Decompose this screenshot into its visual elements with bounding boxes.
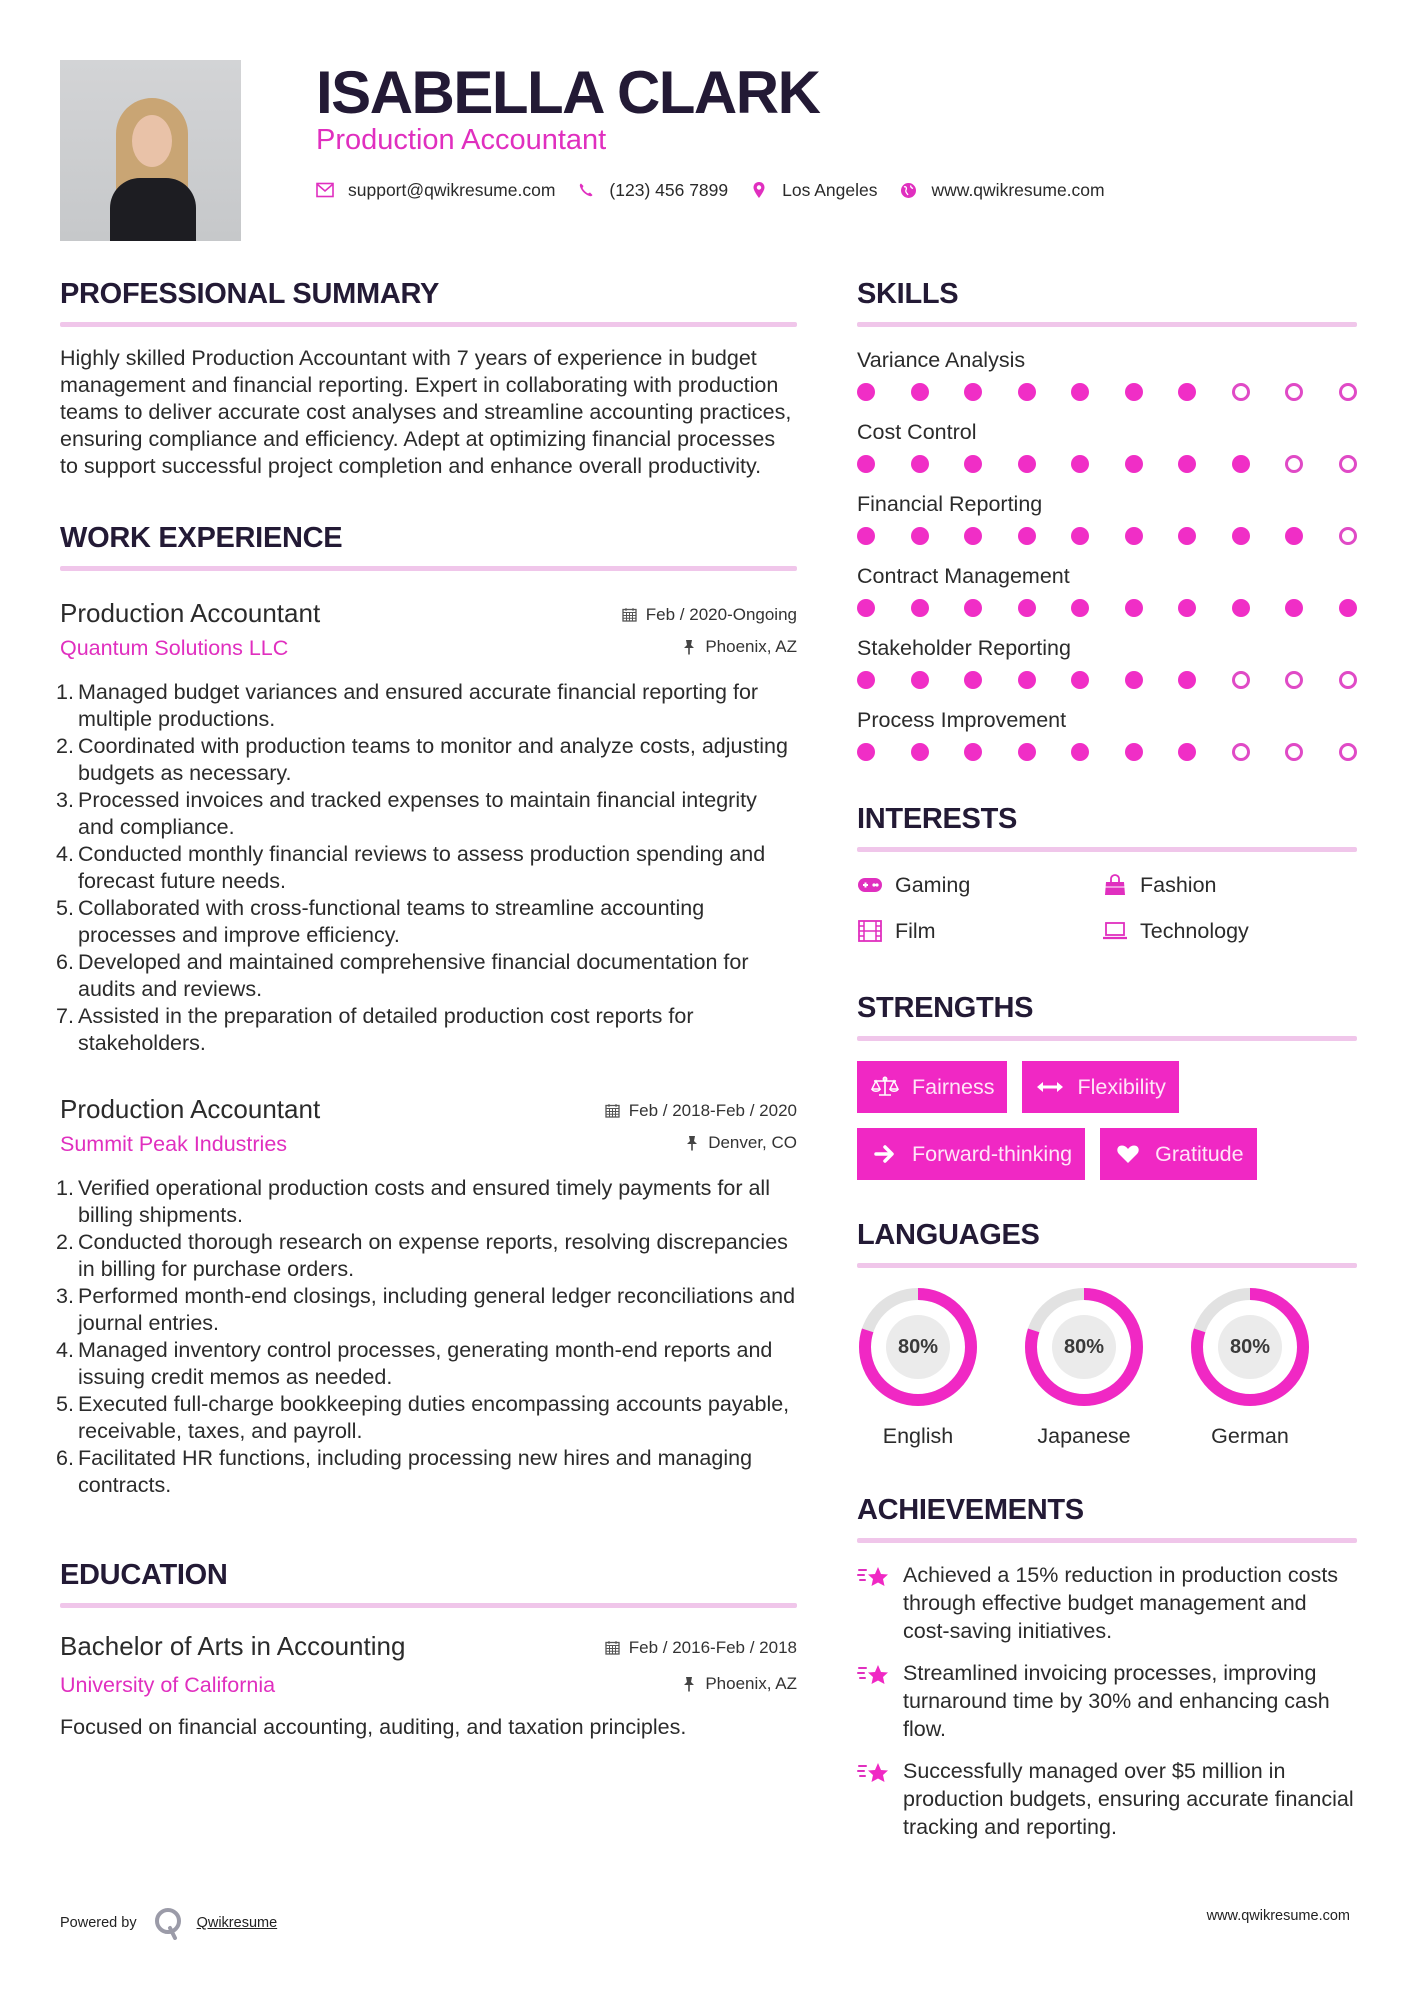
powered-by-text: Powered by xyxy=(60,1915,137,1931)
rating-dot-empty-icon xyxy=(1339,383,1357,401)
job-dates xyxy=(622,605,797,625)
list-item: 4. Managed inventory control processes, generating month-end reports and issuing credit memos as needed. xyxy=(56,1338,773,1389)
rating-dot-filled-icon xyxy=(1232,527,1250,545)
education-dates xyxy=(605,1638,797,1658)
skill-name: Stakeholder Reporting xyxy=(857,636,1071,660)
job-responsibilities xyxy=(56,679,797,1057)
languages-section xyxy=(857,1217,1357,1450)
language-progress-ring xyxy=(857,1286,979,1408)
skill-item xyxy=(857,635,1357,689)
rating-dot-empty-icon xyxy=(1285,743,1303,761)
rating-dot-empty-icon xyxy=(1339,671,1357,689)
language-percent: 80% xyxy=(886,1315,950,1379)
summary-text: Highly skilled Production Accountant with 7 years of experience in budget management and financial reporting. Expert in collaborating with production teams to deliver accurate cost analyses and streamline accounting practices, ensuring compliance and efficiency. Adept at optimizing financial processes to support successful project completion and enhance overall productivity. xyxy=(60,346,792,478)
rating-dot-filled-icon xyxy=(911,455,929,473)
contact-website-text: www.qwikresume.com xyxy=(931,180,1105,200)
shooting-star-icon xyxy=(857,1661,891,1691)
globe-icon xyxy=(900,181,918,199)
job-role: Production Accountant xyxy=(60,598,321,628)
strength-badge xyxy=(857,1128,1085,1180)
skills-section xyxy=(857,276,1357,761)
section-heading: PROFESSIONAL SUMMARY xyxy=(60,278,440,310)
skill-item xyxy=(857,491,1357,545)
job-entry xyxy=(56,1093,797,1499)
achievement-item xyxy=(857,1659,1357,1743)
achievement-text: Achieved a 15% reduction in production costs through effective budget management and cost-saving initiatives. xyxy=(903,1563,1339,1643)
envelope-icon xyxy=(316,181,334,199)
interests-list xyxy=(857,870,1357,946)
section-divider xyxy=(60,566,797,571)
arrow-right-icon xyxy=(870,1143,900,1165)
rating-dot-filled-icon xyxy=(1071,527,1089,545)
pushpin-icon xyxy=(684,1135,700,1151)
shooting-star-icon xyxy=(857,1759,891,1789)
rating-dot-filled-icon xyxy=(1018,671,1036,689)
job-location-text: Phoenix, AZ xyxy=(705,637,797,656)
list-item: 1. Verified operational production costs and ensured timely payments for all billing shipments. xyxy=(56,1176,770,1227)
strength-badge xyxy=(857,1061,1007,1113)
rating-dot-filled-icon xyxy=(1339,599,1357,617)
pushpin-icon xyxy=(681,639,697,655)
rating-dot-empty-icon xyxy=(1232,383,1250,401)
education-section xyxy=(60,1557,797,1741)
section-divider xyxy=(857,1263,1357,1268)
skill-rating xyxy=(857,743,1357,761)
language-item xyxy=(1023,1286,1145,1450)
skill-name: Contract Management xyxy=(857,564,1070,588)
section-heading: LANGUAGES xyxy=(857,1219,1040,1251)
qwikresume-logo-icon xyxy=(153,1906,183,1940)
calendar-icon xyxy=(605,1103,621,1119)
skill-rating xyxy=(857,455,1357,473)
rating-dot-filled-icon xyxy=(857,383,875,401)
calendar-icon xyxy=(605,1640,621,1656)
language-percent: 80% xyxy=(1052,1315,1116,1379)
footer-url[interactable]: www.qwikresume.com xyxy=(1206,1908,1350,1924)
map-pin-icon xyxy=(750,181,768,199)
job-dates-text: Feb / 2020-Ongoing xyxy=(645,604,797,624)
rating-dot-filled-icon xyxy=(1125,599,1143,617)
education-location xyxy=(681,1674,797,1694)
arrows-horizontal-icon xyxy=(1035,1076,1065,1098)
interest-item xyxy=(1102,870,1347,900)
rating-dot-filled-icon xyxy=(964,743,982,761)
section-divider xyxy=(857,847,1357,852)
rating-dot-filled-icon xyxy=(1178,599,1196,617)
rating-dot-filled-icon xyxy=(964,383,982,401)
achievement-text: Streamlined invoicing processes, improving turnaround time by 30% and enhancing cash flow. xyxy=(903,1661,1330,1741)
heart-icon xyxy=(1113,1143,1143,1165)
job-dates xyxy=(605,1101,797,1121)
rating-dot-filled-icon xyxy=(911,599,929,617)
film-icon xyxy=(857,920,883,942)
job-entry xyxy=(56,597,797,1057)
language-item xyxy=(857,1286,979,1450)
skill-name: Variance Analysis xyxy=(857,348,1026,372)
list-item: 3. Performed month-end closings, including general ledger reconciliations and journal entries. xyxy=(56,1284,796,1335)
interest-label: Fashion xyxy=(1140,873,1217,897)
rating-dot-filled-icon xyxy=(911,383,929,401)
job-dates-text: Feb / 2018-Feb / 2020 xyxy=(628,1100,797,1120)
contact-email[interactable] xyxy=(316,178,555,202)
rating-dot-filled-icon xyxy=(1018,599,1036,617)
education-dates-text: Feb / 2016-Feb / 2018 xyxy=(628,1637,797,1657)
degree: Bachelor of Arts in Accounting xyxy=(60,1631,406,1661)
footer-powered-by xyxy=(60,1906,277,1940)
achievement-text: Successfully managed over $5 million in production budgets, ensuring accurate financial tracking and reporting. xyxy=(903,1759,1354,1839)
section-heading: INTERESTS xyxy=(857,803,1018,835)
rating-dot-filled-icon xyxy=(1125,383,1143,401)
rating-dot-empty-icon xyxy=(1339,527,1357,545)
skill-item xyxy=(857,707,1357,761)
rating-dot-filled-icon xyxy=(1178,383,1196,401)
rating-dot-filled-icon xyxy=(1018,383,1036,401)
section-heading: EDUCATION xyxy=(60,1559,228,1591)
language-percent: 80% xyxy=(1218,1315,1282,1379)
skills-list xyxy=(857,347,1357,761)
section-heading: ACHIEVEMENTS xyxy=(857,1494,1084,1526)
strength-label: Flexibility xyxy=(1077,1074,1166,1099)
rating-dot-filled-icon xyxy=(964,455,982,473)
strength-badge xyxy=(1022,1061,1178,1113)
rating-dot-filled-icon xyxy=(1071,743,1089,761)
rating-dot-filled-icon xyxy=(1125,743,1143,761)
rating-dot-filled-icon xyxy=(857,455,875,473)
rating-dot-empty-icon xyxy=(1232,743,1250,761)
list-item: 1. Managed budget variances and ensured accurate financial reporting for multiple productions. xyxy=(56,680,759,731)
rating-dot-filled-icon xyxy=(911,671,929,689)
balance-scale-icon xyxy=(870,1076,900,1098)
language-name: Japanese xyxy=(1037,1424,1131,1448)
shopping-bag-icon xyxy=(1102,874,1128,896)
rating-dot-filled-icon xyxy=(1018,455,1036,473)
rating-dot-empty-icon xyxy=(1285,455,1303,473)
list-item: 6. Developed and maintained comprehensive financial documentation for audits and reviews. xyxy=(56,950,749,1001)
strengths-list xyxy=(857,1061,1357,1195)
interest-item xyxy=(857,870,1102,900)
interest-item xyxy=(857,916,1102,946)
education-description: Focused on financial accounting, auditing, and taxation principles. xyxy=(60,1715,687,1739)
achievements-list xyxy=(857,1561,1357,1841)
interest-item xyxy=(1102,916,1347,946)
contact-website[interactable] xyxy=(900,178,1105,202)
contact-email-text: support@qwikresume.com xyxy=(348,180,556,200)
section-divider xyxy=(60,322,797,327)
list-item: 6. Facilitated HR functions, including processing new hires and managing contracts. xyxy=(56,1446,753,1497)
rating-dot-filled-icon xyxy=(1125,527,1143,545)
list-item: 2. Conducted thorough research on expense reports, resolving discrepancies in billing for purchase orders. xyxy=(56,1230,788,1281)
rating-dot-empty-icon xyxy=(1339,455,1357,473)
skill-item xyxy=(857,419,1357,473)
education-entry xyxy=(60,1630,797,1741)
language-progress-ring xyxy=(1189,1286,1311,1408)
rating-dot-filled-icon xyxy=(1178,527,1196,545)
list-item: 5. Executed full-charge bookkeeping duties encompassing accounts payable, receivable, taxes, and payroll. xyxy=(56,1392,790,1443)
strength-label: Gratitude xyxy=(1155,1141,1244,1166)
skill-item xyxy=(857,563,1357,617)
contact-location xyxy=(750,178,877,202)
contact-bar xyxy=(316,178,1127,202)
rating-dot-filled-icon xyxy=(857,671,875,689)
contact-phone[interactable] xyxy=(577,178,728,202)
rating-dot-filled-icon xyxy=(964,527,982,545)
pushpin-icon xyxy=(681,1676,697,1692)
rating-dot-empty-icon xyxy=(1339,743,1357,761)
section-heading: WORK EXPERIENCE xyxy=(60,522,343,554)
strength-label: Forward-thinking xyxy=(912,1141,1073,1166)
achievements-section xyxy=(857,1492,1357,1841)
achievement-item xyxy=(857,1757,1357,1841)
list-item: 4. Conducted monthly financial reviews to assess production spending and forecast future needs. xyxy=(56,842,766,893)
job-location xyxy=(681,637,797,657)
phone-icon xyxy=(577,181,595,199)
job-company: Quantum Solutions LLC xyxy=(60,636,289,660)
skill-name: Cost Control xyxy=(857,420,977,444)
shooting-star-icon xyxy=(857,1563,891,1593)
qwikresume-link[interactable]: Qwikresume xyxy=(196,1915,278,1931)
skill-rating xyxy=(857,671,1357,689)
left-column xyxy=(56,276,797,1741)
language-item xyxy=(1189,1286,1311,1450)
rating-dot-filled-icon xyxy=(1071,671,1089,689)
job-location xyxy=(684,1133,797,1153)
interest-label: Technology xyxy=(1140,919,1249,943)
rating-dot-filled-icon xyxy=(964,599,982,617)
contact-location-text: Los Angeles xyxy=(782,180,878,200)
rating-dot-filled-icon xyxy=(1018,527,1036,545)
rating-dot-filled-icon xyxy=(1018,743,1036,761)
language-name: German xyxy=(1211,1424,1289,1448)
section-divider xyxy=(857,1538,1357,1543)
language-progress-ring xyxy=(1023,1286,1145,1408)
professional-summary-section xyxy=(60,276,797,480)
skill-name: Financial Reporting xyxy=(857,492,1043,516)
rating-dot-filled-icon xyxy=(911,527,929,545)
education-location-text: Phoenix, AZ xyxy=(705,1674,797,1693)
rating-dot-filled-icon xyxy=(1071,599,1089,617)
right-column xyxy=(857,276,1357,1855)
rating-dot-filled-icon xyxy=(1285,527,1303,545)
calendar-icon xyxy=(622,607,638,623)
list-item: 7. Assisted in the preparation of detailed production cost reports for stakeholders. xyxy=(56,1004,694,1055)
list-item: 3. Processed invoices and tracked expenses to maintain financial integrity and compliance. xyxy=(56,788,757,839)
work-experience-section xyxy=(56,520,797,1499)
section-divider xyxy=(857,1036,1357,1041)
job-role: Production Accountant xyxy=(60,1094,321,1124)
skill-name: Process Improvement xyxy=(857,708,1067,732)
section-divider xyxy=(60,1603,797,1608)
rating-dot-filled-icon xyxy=(857,599,875,617)
list-item: 2. Coordinated with production teams to monitor and analyze costs, adjusting budgets as necessary. xyxy=(56,734,788,785)
rating-dot-filled-icon xyxy=(1125,455,1143,473)
skill-rating xyxy=(857,383,1357,401)
laptop-icon xyxy=(1102,920,1128,942)
profile-photo xyxy=(60,60,241,241)
strength-label: Fairness xyxy=(912,1074,995,1099)
rating-dot-filled-icon xyxy=(857,527,875,545)
rating-dot-filled-icon xyxy=(964,671,982,689)
languages-list xyxy=(857,1286,1357,1450)
skill-rating xyxy=(857,599,1357,617)
job-company: Summit Peak Industries xyxy=(60,1132,288,1156)
skill-item xyxy=(857,347,1357,401)
rating-dot-empty-icon xyxy=(1232,671,1250,689)
rating-dot-filled-icon xyxy=(911,743,929,761)
gamepad-icon xyxy=(857,874,883,896)
interest-label: Film xyxy=(895,919,936,943)
section-heading: SKILLS xyxy=(857,278,959,310)
rating-dot-filled-icon xyxy=(1285,599,1303,617)
section-divider xyxy=(857,322,1357,327)
rating-dot-filled-icon xyxy=(1071,383,1089,401)
rating-dot-empty-icon xyxy=(1285,383,1303,401)
rating-dot-filled-icon xyxy=(1232,599,1250,617)
interest-label: Gaming xyxy=(895,873,971,897)
candidate-title: Production Accountant xyxy=(316,124,607,156)
rating-dot-filled-icon xyxy=(1071,455,1089,473)
strength-badge xyxy=(1100,1128,1256,1180)
job-responsibilities xyxy=(56,1175,797,1499)
rating-dot-filled-icon xyxy=(1232,455,1250,473)
achievement-item xyxy=(857,1561,1357,1645)
rating-dot-filled-icon xyxy=(1178,455,1196,473)
job-location-text: Denver, CO xyxy=(708,1133,797,1152)
rating-dot-filled-icon xyxy=(1125,671,1143,689)
list-item: 5. Collaborated with cross-functional teams to streamline accounting processes and improve efficiency. xyxy=(56,896,705,947)
interests-section xyxy=(857,801,1357,946)
language-name: English xyxy=(882,1424,954,1448)
candidate-name: ISABELLA CLARK xyxy=(316,59,820,126)
skill-rating xyxy=(857,527,1357,545)
rating-dot-filled-icon xyxy=(1178,671,1196,689)
section-heading: STRENGTHS xyxy=(857,992,1034,1024)
rating-dot-empty-icon xyxy=(1285,671,1303,689)
school-name: University of California xyxy=(60,1673,276,1697)
rating-dot-filled-icon xyxy=(1178,743,1196,761)
rating-dot-filled-icon xyxy=(857,743,875,761)
strengths-section xyxy=(857,990,1357,1195)
contact-phone-text: (123) 456 7899 xyxy=(609,180,729,200)
